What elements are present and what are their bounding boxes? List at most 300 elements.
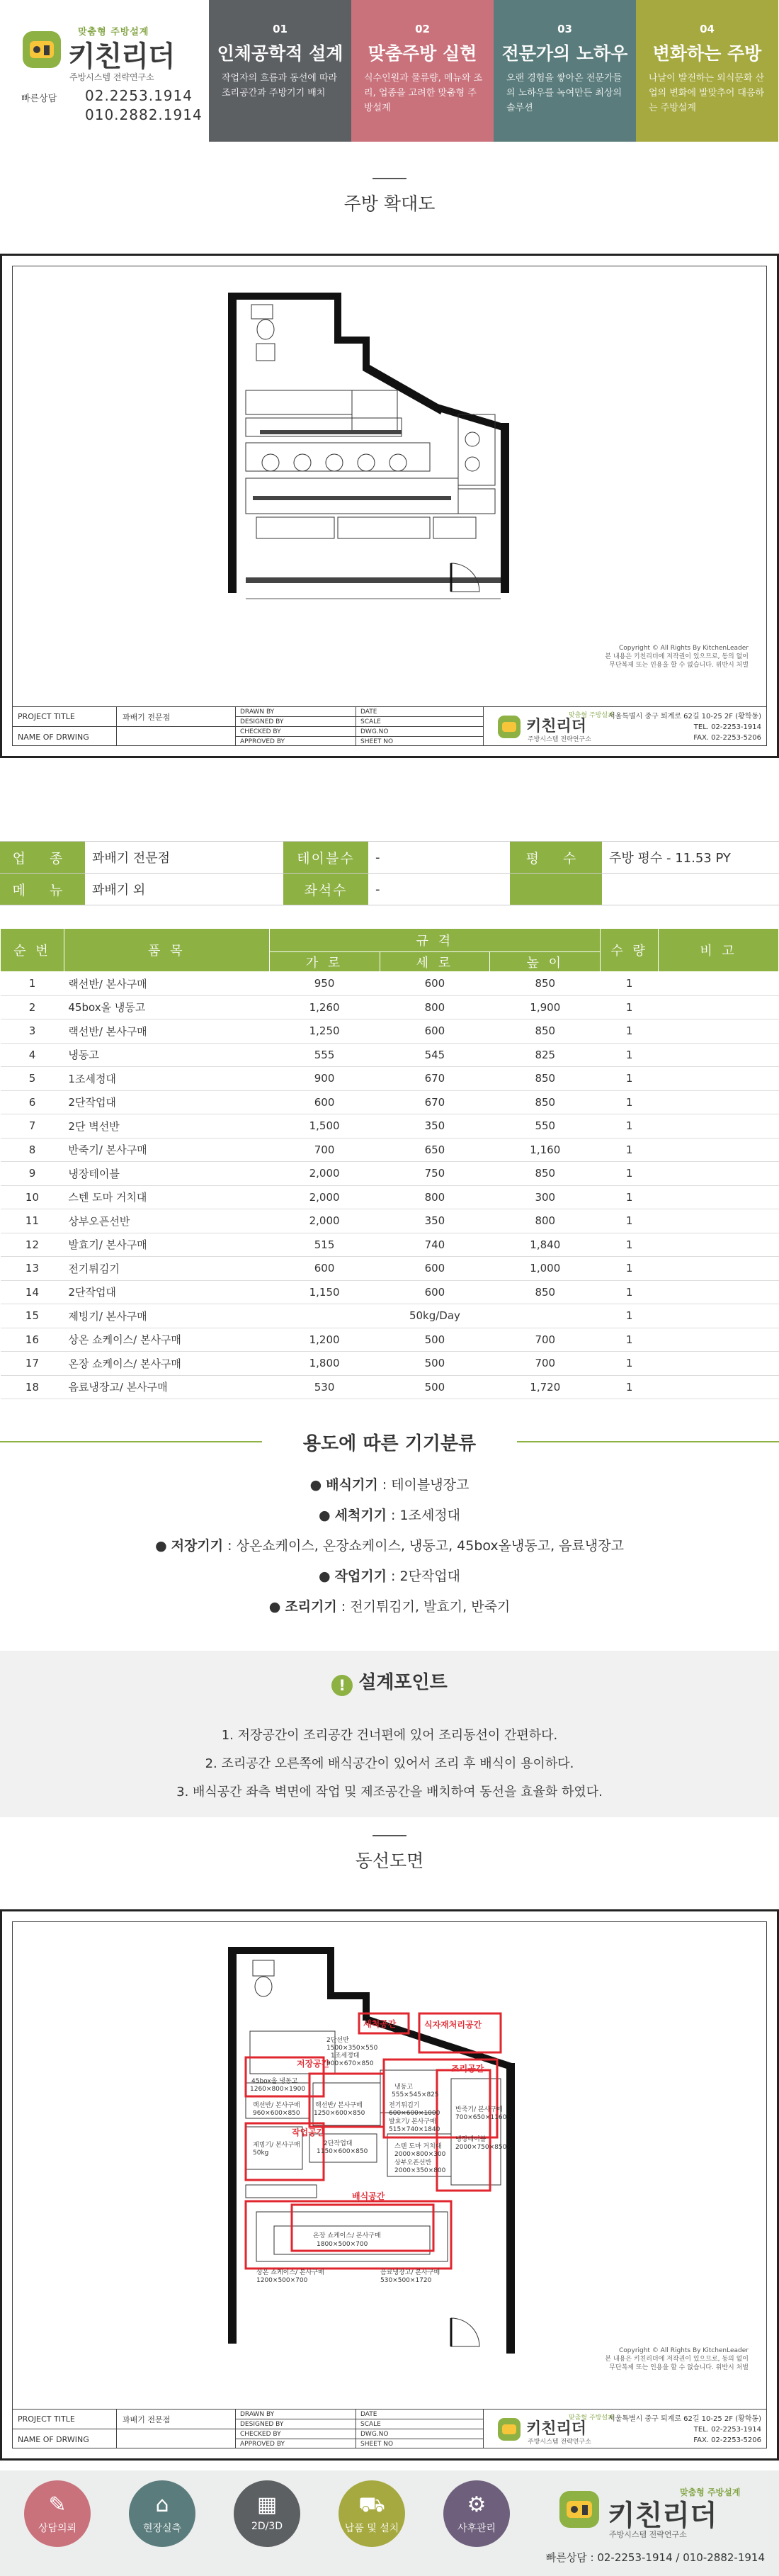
note-cell [659,1233,779,1257]
feature-description: 작업자의 흐름과 동선에 따라 조리공간과 주방기기 배치 [222,73,338,98]
table-row [1,1375,779,1399]
category-item: ● 작업기기 : 2단작업대 [318,1569,461,1584]
company-address [608,2414,761,2446]
row-number-cell: 3 [1,1019,64,1044]
note-cell [659,1185,779,1209]
width-cell: 1,260 [269,995,380,1019]
copyright-line: 무단복제 또는 인용을 할 수 없습니다. 위반시 처벌 [609,2364,749,2371]
depth-cell: 500 [380,1352,490,1376]
drawn-by-label: DRAWN BY [236,707,356,717]
row-number-cell: 13 [1,1257,64,1281]
table-row [1,1257,779,1281]
button-label: 납품 및 설치 [344,2523,399,2534]
category-item: ● 세척기기 : 1조세정대 [318,1508,461,1523]
drawing-2d3d-button[interactable] [234,2480,300,2547]
width-cell: 1,250 [269,1019,380,1044]
category-label: 세척기기 [334,1508,387,1523]
brand-tagline: 맞춤형 주방설계 [78,27,149,38]
flow-item-label: 반죽기/ 본사구매 [455,2106,503,2113]
item-name-cell: 랙선반/ 본사구매 [64,972,269,996]
design-point-item: 3. 배식공간 좌측 벽면에 작업 및 제조공간을 배치하여 동선을 효율화 하였다. [176,1785,603,1800]
depth-cell: 600 [380,1280,490,1304]
item-name-cell: 1조세정대 [64,1067,269,1091]
height-cell: 1,840 [490,1233,601,1257]
note-cell [659,1043,779,1067]
height-cell: 1,720 [490,1375,601,1399]
depth-cell: 650 [380,1138,490,1162]
table-row [1,1352,779,1376]
width-cell: 950 [269,972,380,996]
quantity-cell: 1 [601,995,659,1019]
tel-line: TEL. 02-2253-1914 [693,723,761,731]
button-label: 2D/3D [251,2521,283,2532]
fax-line: FAX. 02-2253-5206 [693,2436,761,2444]
item-name-cell: 전기튀김기 [64,1257,269,1281]
feature-number: 01 [273,23,288,35]
flow-zone-work: 작업공간 [292,2128,325,2137]
flow-item-dim: 600×600×1000 [389,2110,440,2117]
quantity-cell: 1 [601,1257,659,1281]
drawing-title-block [12,706,767,746]
title-block-logo-subtitle: 주방시스템 전략연구소 [528,736,591,743]
row-number-cell: 11 [1,1209,64,1233]
quantity-cell: 1 [601,1352,659,1376]
button-label: 현장실측 [142,2523,182,2534]
note-cell [659,1209,779,1233]
house-measure-icon: ⌂ [155,2492,169,2517]
flow-zone-prep: 식자재처리공간 [424,2020,482,2030]
item-name-cell: 2단작업대 [64,1090,269,1114]
footer-logo-subtitle: 주방시스템 전략연구소 [609,2530,687,2539]
title-block-logo-tag: 맞춤형 주방설계 [569,2414,614,2422]
col-header-width: 가 로 [269,952,380,972]
kitchen-leader-logo-icon [20,28,64,71]
feature-title: 전문가의 노하우 [501,43,628,64]
brand-block [0,0,209,142]
equipment-table-body [1,972,779,1399]
col-header-spec: 규 격 [269,929,601,952]
category-item: ● 배식기기 : 테이블냉장고 [309,1477,470,1493]
height-cell: 700 [490,1328,601,1352]
feature-description: 식수인원과 물류량, 메뉴와 조리, 업종을 고려한 맞춤형 주방설계 [364,73,483,113]
phone-number-1[interactable]: 02.2253.1914 [85,87,193,104]
item-name-cell: 제빙기/ 본사구매 [64,1304,269,1328]
delivery-install-button[interactable] [339,2480,405,2547]
checked-by-label: CHECKED BY [236,727,356,737]
footer-logo-tag: 맞춤형 주방설계 [680,2487,741,2497]
width-cell: 900 [269,1067,380,1091]
depth-cell: 500 [380,1328,490,1352]
quantity-cell: 1 [601,972,659,996]
category-title-text: 용도에 따른 기기분류 [290,1433,489,1454]
business-type-value: 꽈배기 전문점 [92,851,171,866]
width-cell: 530 [269,1375,380,1399]
row-number-cell: 12 [1,1233,64,1257]
copyright-line: Copyright © All Rights By KitchenLeader [618,2347,749,2354]
info-spacer [602,874,779,905]
copyright-line: 본 내용은 키친리더에 저작권이 있으므로, 동의 없이 [605,2356,749,2363]
approved-by-label: APPROVED BY [240,738,285,745]
tables-value: - [375,849,380,865]
note-cell [659,1067,779,1091]
site-measure-button[interactable] [129,2480,195,2547]
menu-label: 메 뉴 [0,874,85,905]
depth-cell: 545 [380,1043,490,1067]
flow-item-label: 45box올 냉동고 [251,2078,298,2085]
copyright-line: 본 내용은 키친리더에 저작권이 있으므로, 동의 없이 [605,653,749,660]
store-info-table [0,841,779,905]
row-number-cell: 1 [1,972,64,996]
quantity-cell: 1 [601,1138,659,1162]
table-row [1,1304,779,1328]
drawing-name-label: NAME OF DRWING [18,2434,89,2444]
quantity-cell: 1 [601,1304,659,1328]
drawing-copyright [605,2346,749,2372]
note-cell [659,1280,779,1304]
table-row [1,1019,779,1044]
feature-title: 변화하는 주방 [652,43,762,64]
business-type-label: 업 종 [0,842,85,873]
width-cell: 515 [269,1233,380,1257]
truck-icon: ⛟ [358,2492,385,2517]
consult-request-button[interactable] [24,2480,91,2547]
item-name-cell: 냉동고 [64,1043,269,1067]
table-row [1,1138,779,1162]
phone-label: 빠른상담 [21,94,57,104]
flow-item-label: 온장 쇼케이스/ 본사구매 [313,2232,381,2239]
designed-by-label: DESIGNED BY [236,2419,356,2429]
kitchen-floor-plan [12,266,767,698]
category-value: 1조세정대 [399,1508,461,1523]
depth-cell: 800 [380,995,490,1019]
design-point-item: 1. 저장공간이 조리공간 건너편에 있어 조리동선이 간편하다. [221,1728,558,1743]
fax-line: FAX. 02-2253-5206 [693,734,761,742]
feature-title: 맞춤주방 실현 [368,43,477,64]
quantity-cell: 1 [601,1280,659,1304]
item-name-cell: 온장 쇼케이스/ 본사구매 [64,1352,269,1376]
height-cell: 850 [490,1162,601,1186]
width-cell: 2,000 [269,1209,380,1233]
note-cell [659,972,779,996]
spec-span-cell: 50kg/Day [269,1304,601,1328]
height-cell: 550 [490,1114,601,1139]
flow-item-dim: 515×740×1840 [389,2126,440,2133]
height-cell: 850 [490,1067,601,1091]
title-block-logo-subtitle: 주방시스템 전략연구소 [528,2439,591,2446]
note-cell [659,1019,779,1044]
feature-description: 오랜 경험을 쌓아온 전문가들의 노하우를 녹여만든 최상의 솔루션 [506,73,622,113]
depth-cell: 750 [380,1162,490,1186]
category-value: 2단작업대 [399,1569,461,1584]
col-header-item: 품 목 [64,929,269,972]
kitchen-plan-drawing [0,254,779,758]
item-name-cell: 2단작업대 [64,1280,269,1304]
after-service-button[interactable] [443,2480,510,2547]
depth-cell: 670 [380,1067,490,1091]
tables-label: 테이블수 [283,842,368,873]
height-cell: 1,900 [490,995,601,1019]
design-points-title-text: 설계포인트 [358,1672,448,1693]
note-cell [659,1257,779,1281]
flow-item-label: 상온 쇼케이스/ 본사구매 [256,2269,324,2276]
note-cell [659,1138,779,1162]
width-cell: 2,000 [269,1162,380,1186]
feature-number: 04 [700,23,715,35]
drawing-copyright [605,644,749,670]
height-cell: 825 [490,1043,601,1067]
feature-title: 인체공학적 설계 [217,43,343,64]
quantity-cell: 1 [601,1233,659,1257]
col-header-height: 높 이 [490,952,601,972]
dwg-no-label: DWG.NO [356,2429,483,2439]
title-block-logo-text: 키친리더 [526,718,587,735]
item-name-cell: 랙선반/ 본사구매 [64,1019,269,1044]
quantity-cell: 1 [601,1090,659,1114]
flow-item-label: 스텐 도마 거치대 [394,2143,442,2150]
item-name-cell: 발효기/ 본사구매 [64,1233,269,1257]
flow-item-label: 냉장테이블 [455,2136,487,2143]
depth-cell: 600 [380,1019,490,1044]
flow-item-dim: 530×500×1720 [380,2277,432,2284]
item-name-cell: 상부오픈선반 [64,1209,269,1233]
col-header-qty: 수 량 [601,929,659,972]
row-number-cell: 18 [1,1375,64,1399]
item-name-cell: 상온 쇼케이스/ 본사구매 [64,1328,269,1352]
flow-item-dim: 960×600×850 [253,2110,300,2117]
feature-number: 03 [557,23,572,35]
depth-cell: 600 [380,972,490,996]
flow-item-dim: 1500×350×550 [326,2045,378,2052]
feature-card-ergonomic [209,0,351,142]
row-number-cell: 16 [1,1328,64,1352]
sheet-no-label: SHEET NO [360,2441,394,2448]
seats-value: - [375,881,380,897]
height-cell: 850 [490,1280,601,1304]
feature-card-knowhow [494,0,636,142]
flow-item-dim: 1260×800×1900 [250,2086,306,2093]
quantity-cell: 1 [601,1375,659,1399]
category-label: 작업기기 [334,1569,387,1584]
width-cell: 1,500 [269,1114,380,1139]
flow-item-dim: 50kg [253,2150,269,2157]
category-label: 배식기기 [326,1477,378,1493]
project-title-label: PROJECT TITLE [12,2410,116,2429]
flow-item-label: 냉동고 [394,2084,414,2091]
kitchen-flow-plan [12,1921,767,2403]
address-line: 서울특별시 중구 퇴계로 62길 10-25 2F (황학동) [608,2415,761,2423]
height-cell: 700 [490,1352,601,1376]
consult-icon: ✎ [48,2492,67,2517]
brand-logo-text: 키친리더 [68,40,175,73]
drawing-name-value [117,727,235,747]
drawing-title-block [12,2409,767,2448]
design-points-panel [0,1651,779,1817]
seats-label: 좌석수 [283,874,368,905]
flow-item-dim: 2000×750×850 [455,2144,507,2151]
copyright-line: Copyright © All Rights By KitchenLeader [618,645,749,652]
table-row [1,1090,779,1114]
height-cell: 300 [490,1185,601,1209]
project-title-value: 꽈배기 전문점 [117,2410,235,2429]
info-row [0,842,779,874]
category-item: ● 저장기기 : 상온쇼케이스, 온장쇼케이스, 냉동고, 45box올냉동고, 음료냉장고 [155,1538,624,1554]
section-title-kitchen-plan: 주방 확대도 [343,193,436,214]
height-cell: 850 [490,972,601,996]
note-cell [659,1162,779,1186]
note-cell [659,1090,779,1114]
category-title [0,1429,779,1455]
category-item: ● 조리기기 : 전기튀김기, 발효기, 반죽기 [268,1599,511,1615]
col-header-depth: 세 로 [380,952,490,972]
flow-item-dim: 1800×500×700 [317,2241,368,2248]
height-cell: 1,000 [490,1257,601,1281]
flow-item-label: 랙선반/ 본사구매 [315,2102,363,2109]
width-cell: 1,150 [269,1280,380,1304]
col-header-no: 순 번 [1,929,64,972]
width-cell: 1,800 [269,1352,380,1376]
feature-card-changing [636,0,778,142]
design-points-list [0,1722,779,1807]
note-cell [659,1114,779,1139]
depth-cell: 800 [380,1185,490,1209]
category-value: 테이블냉장고 [391,1477,470,1493]
design-point-item: 2. 조리공간 오른쪽에 배식공간이 있어서 조리 후 배식이 용이하다. [205,1756,574,1771]
flow-item-label: 상부오픈선반 [394,2159,432,2167]
equipment-table [0,928,779,1399]
area-label: 평 수 [510,842,602,873]
height-cell: 1,160 [490,1138,601,1162]
drawn-by-label: DRAWN BY [236,2410,356,2419]
info-row [0,874,779,905]
feature-description: 나날이 발전하는 외식문화 산업의 변화에 발맞추어 대응하는 주방설계 [649,73,765,113]
height-cell: 850 [490,1019,601,1044]
flow-plan-drawing [0,1909,779,2461]
approved-by-label: APPROVED BY [240,2441,285,2448]
table-row [1,1043,779,1067]
flow-item-dim: 1250×600×850 [314,2110,365,2117]
menu-value: 꽈배기 외 [92,883,146,898]
kitchen-leader-logo-icon [557,2488,602,2531]
note-cell [659,995,779,1019]
checked-by-label: CHECKED BY [236,2429,356,2439]
row-number-cell: 8 [1,1138,64,1162]
dwg-no-label: DWG.NO [356,727,483,737]
table-row [1,1067,779,1091]
height-cell: 800 [490,1209,601,1233]
button-label: 사후관리 [457,2523,496,2534]
scale-label: SCALE [356,717,483,727]
exclamation-icon: ! [331,1675,353,1696]
row-number-cell: 9 [1,1162,64,1186]
quantity-cell: 1 [601,1114,659,1139]
section-divider [373,178,406,179]
width-cell: 600 [269,1090,380,1114]
quantity-cell: 1 [601,1067,659,1091]
quantity-cell: 1 [601,1185,659,1209]
kitchen-leader-logo-icon [496,2417,522,2442]
quantity-cell: 1 [601,1162,659,1186]
category-list [0,1470,779,1622]
footer-logo-text: 키친리더 [608,2499,717,2532]
flow-item-dim: 1150×600×850 [317,2148,368,2155]
footer [0,2470,779,2576]
width-cell: 555 [269,1043,380,1067]
row-number-cell: 6 [1,1090,64,1114]
item-name-cell: 2단 벽선반 [64,1114,269,1139]
table-row [1,1280,779,1304]
phone-number-2[interactable]: 010.2882.1914 [85,106,203,123]
address-line: 서울특별시 중구 퇴계로 62길 10-25 2F (황학동) [608,713,761,721]
category-label: 조리기기 [285,1599,337,1615]
date-label: DATE [356,707,483,717]
item-name-cell: 스텐 도마 거치대 [64,1185,269,1209]
flow-item-label: 전기튀김기 [389,2102,420,2109]
note-cell [659,1304,779,1328]
quantity-cell: 1 [601,1043,659,1067]
table-row [1,1162,779,1186]
flow-item-label: 음료냉장고/ 본사구매 [380,2269,440,2276]
project-title-label: PROJECT TITLE [12,707,116,727]
section-divider [373,1835,406,1836]
flow-item-label: 제빙기/ 본사구매 [253,2142,300,2149]
flow-item-dim: 700×650×1160 [455,2114,507,2121]
depth-cell: 350 [380,1114,490,1139]
flow-zone-wash: 세척공간 [363,2019,397,2029]
drawing-name-label: NAME OF DRWING [18,732,89,742]
width-cell: 600 [269,1257,380,1281]
item-name-cell: 반죽기/ 본사구매 [64,1138,269,1162]
row-number-cell: 14 [1,1280,64,1304]
table-row [1,972,779,996]
flow-item-dim: 900×670×850 [326,2060,374,2067]
flow-zone-serve: 배식공간 [352,2191,385,2201]
footer-contact[interactable]: 빠른상담 : 02-2253-1914 / 010-2882-1914 [545,2551,765,2564]
category-label: 저장기기 [171,1538,224,1554]
quantity-cell: 1 [601,1019,659,1044]
table-row [1,1209,779,1233]
company-address [608,711,761,743]
table-row [1,1328,779,1352]
row-number-cell: 17 [1,1352,64,1376]
category-value: 전기튀김기, 발효기, 반죽기 [350,1599,511,1615]
title-block-logo-tag: 맞춤형 주방설계 [569,712,614,719]
depth-cell: 670 [380,1090,490,1114]
feature-card-custom [351,0,494,142]
area-value: 주방 평수 - 11.53 PY [609,851,731,866]
row-number-cell: 10 [1,1185,64,1209]
depth-cell: 740 [380,1233,490,1257]
drawing-icon: ▦ [256,2492,278,2517]
note-cell [659,1328,779,1352]
flow-item-dim: 2000×800×300 [394,2151,446,2158]
table-row [1,1185,779,1209]
row-number-cell: 15 [1,1304,64,1328]
design-points-title [0,1668,779,1696]
flow-item-label: 2단선반 [326,2037,349,2044]
depth-cell: 350 [380,1209,490,1233]
depth-cell: 600 [380,1257,490,1281]
row-number-cell: 5 [1,1067,64,1091]
kitchen-leader-logo-icon [496,714,522,740]
row-number-cell: 2 [1,995,64,1019]
flow-zone-cook: 조리공간 [451,2064,484,2074]
item-name-cell: 냉장테이블 [64,1162,269,1186]
drawing-name-value [117,2429,235,2449]
item-name-cell: 45box올 냉동고 [64,995,269,1019]
height-cell: 850 [490,1090,601,1114]
flow-item-dim: 1200×500×700 [256,2277,308,2284]
copyright-line: 무단복제 또는 인용을 할 수 없습니다. 위반시 처벌 [609,662,749,669]
